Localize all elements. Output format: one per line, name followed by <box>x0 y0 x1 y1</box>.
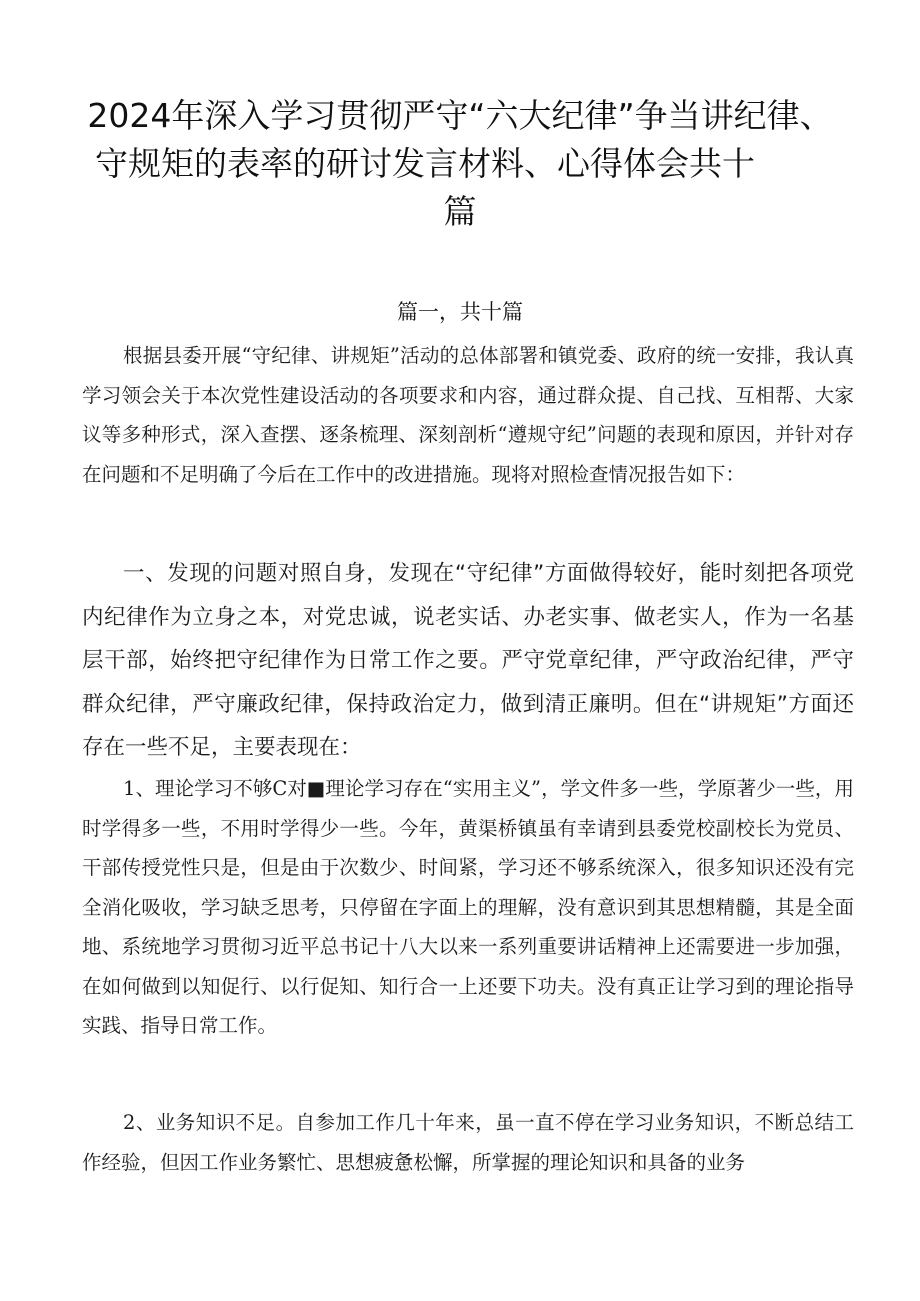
paragraph-intro: 根据县委开展“守纪律、讲规矩”活动的总体部署和镇党委、政府的统一安排，我认真学习领会关于本次党性建设活动的各项要求和内容，通过群众提、自己找、互相帮、大家议等多种形式，深入查摆、逐条梳理、深刻剖析“遵规守纪”问题的表现和原因，并针对存在问题和不足明确了今后在工作中的改进措施。现将对照检查情况报告如下： <box>82 344 854 486</box>
section-heading: 篇一，共十篇 <box>397 301 523 324</box>
paragraph-theory-study: 1、理论学习不够C对■理论学习存在“实用主义”，学文件多一些，学原著少一些，用时学得多一些，不用时学得少一些。今年，黄渠桥镇虽有幸请到县委党校副校长为党员、干部传授党性只是，但是由于次数少、时间紧，学习还不够系统深入，很多知识还没有完全消化吸收，学习缺乏思考，只停留在字面上的理解，没有意识到其思想精髓，其是全面地、系统地学习贯彻习近平总书记十八大以来一系列重要讲话精神上还需要进一步加强，在如何做到以知促行、以行促知、知行合一上还要下功夫。没有真正让学习到的理论指导实践、指导日常工作。 <box>82 777 854 1037</box>
paragraph-business-knowledge: 2、业务知识不足。自参加工作几十年来，虽一直不停在学习业务知识，不断总结工作经验，但因工作业务繁忙、思想疲惫松懈，所掌握的理论知识和具备的业务 <box>82 1111 854 1174</box>
document-title-line-3: 篇 <box>443 192 477 231</box>
document-title-line-2: 守规矩的表率的研讨发言材料、心得体会共十 <box>95 144 755 183</box>
document-title-line-1: 2024年深入学习贯彻严守“六大纪律”争当讲纪律、 <box>87 96 833 135</box>
paragraph-problems-found: 一、发现的问题对照自身，发现在“守纪律”方面做得较好，能时刻把各项党内纪律作为立身之本，对党忠诚，说老实话、办老实事、做老实人，作为一名基层干部，始终把守纪律作为日常工作之要。严守党章纪律，严守政治纪律，严守群众纪律，严守廉政纪律，保持政治定力，做到清正廉明。但在“讲规矩”方面还存在一些不足，主要表现在： <box>82 561 854 760</box>
